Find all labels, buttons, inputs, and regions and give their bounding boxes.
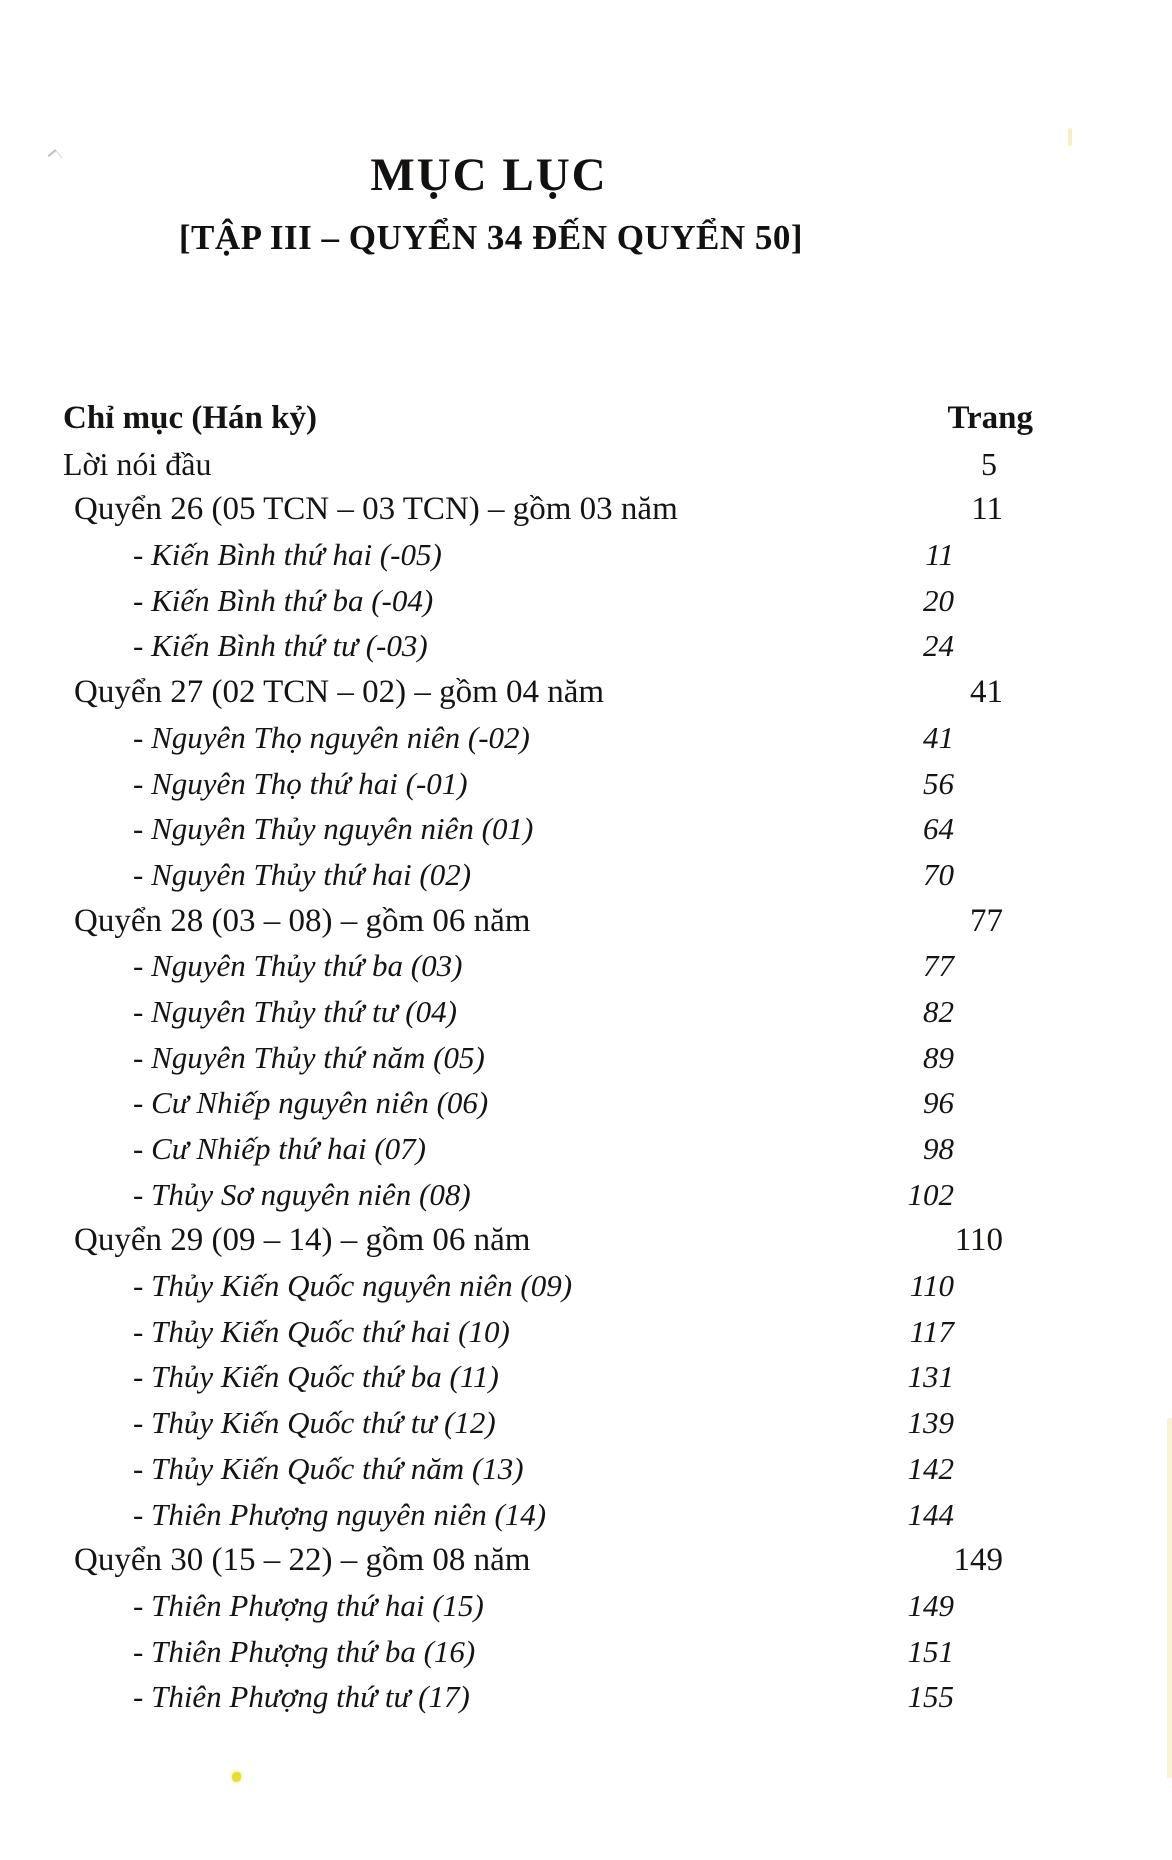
toc-entry-page: 70 xyxy=(923,856,954,892)
toc-entry-page: 41 xyxy=(923,719,954,755)
toc-entry-page: 82 xyxy=(923,993,954,1029)
toc-row xyxy=(63,720,1033,766)
page-title: MỤC LỤC xyxy=(370,149,608,201)
toc-entry-label: Quyển 30 (15 – 22) – gồm 08 năm xyxy=(74,1542,531,1579)
toc-row xyxy=(63,1222,1033,1268)
toc-row xyxy=(63,1634,1033,1680)
scan-edge-strip-artifact xyxy=(1167,1418,1172,1778)
toc-entry-page: 139 xyxy=(907,1405,954,1441)
toc-row xyxy=(63,766,1033,812)
toc-header-row xyxy=(63,400,1033,446)
toc-entry-page: 131 xyxy=(907,1359,954,1395)
toc-entry-label: - Nguyên Thủy thứ ba (03) xyxy=(133,948,463,984)
toc-header-index-label: Chỉ mục (Hán kỷ) xyxy=(63,400,317,436)
toc-entry-label: - Kiến Bình thứ ba (-04) xyxy=(133,582,434,618)
toc-row xyxy=(63,1588,1033,1634)
toc-entry-page: 89 xyxy=(923,1039,954,1075)
toc-entry-page: 41 xyxy=(970,674,1003,711)
toc-row xyxy=(63,1040,1033,1086)
toc-entry-page: 155 xyxy=(907,1679,954,1715)
toc-entry-label: - Thủy Kiến Quốc thứ tư (12) xyxy=(133,1405,496,1441)
page-subtitle: [TẬP III – QUYỂN 34 ĐẾN QUYỂN 50] xyxy=(178,218,804,257)
toc-entry-page: 149 xyxy=(953,1542,1003,1579)
scan-yellow-dot-artifact xyxy=(232,1772,241,1782)
toc-entry-label: - Nguyên Thọ nguyên niên (-02) xyxy=(133,719,530,755)
toc-entry-page: 20 xyxy=(923,582,954,618)
toc-entry-label: - Nguyên Thủy nguyên niên (01) xyxy=(133,811,534,847)
toc-entry-label: Quyển 26 (05 TCN – 03 TCN) – gồm 03 năm xyxy=(74,491,678,528)
toc-entry-page: 117 xyxy=(909,1313,954,1349)
toc-row xyxy=(63,1405,1033,1451)
scan-yellow-streak-artifact xyxy=(1068,128,1072,146)
toc-row xyxy=(63,446,1033,492)
toc-row xyxy=(63,857,1033,903)
toc-entry-label: - Thủy Kiến Quốc thứ hai (10) xyxy=(133,1313,510,1349)
toc-entry-label: - Nguyên Thủy thứ hai (02) xyxy=(133,856,472,892)
toc-entry-page: 110 xyxy=(954,1222,1003,1259)
toc-entry-label: Quyển 29 (09 – 14) – gồm 06 năm xyxy=(74,1222,531,1259)
toc-entry-page: 142 xyxy=(907,1450,954,1486)
toc-entry-label: - Thủy Sơ nguyên niên (08) xyxy=(133,1176,471,1212)
toc-row xyxy=(63,537,1033,583)
toc-row xyxy=(63,491,1033,537)
toc-row xyxy=(63,994,1033,1040)
toc-entry-label: - Cư Nhiếp thứ hai (07) xyxy=(133,1131,426,1166)
toc-entry-label: Quyển 27 (02 TCN – 02) – gồm 04 năm xyxy=(74,674,605,711)
toc-entry-page: 11 xyxy=(925,537,954,573)
toc-row xyxy=(63,1085,1033,1131)
toc-entry-label: - Thiên Phượng thứ tư (17) xyxy=(133,1679,470,1715)
toc-entry-page: 144 xyxy=(907,1496,954,1532)
toc-row xyxy=(63,1131,1033,1177)
toc-entry-page: 149 xyxy=(907,1587,954,1623)
toc-row xyxy=(63,948,1033,994)
toc-entry-label: - Thiên Phượng nguyên niên (14) xyxy=(133,1496,547,1532)
toc-entry-page: 110 xyxy=(909,1268,954,1304)
toc-row xyxy=(63,1497,1033,1543)
toc-table xyxy=(63,400,1033,1725)
toc-entry-page: 5 xyxy=(981,445,997,482)
toc-entry-label: - Thủy Kiến Quốc thứ ba (11) xyxy=(133,1359,499,1395)
toc-row xyxy=(63,811,1033,857)
toc-entry-page: 24 xyxy=(923,628,954,664)
toc-row xyxy=(63,1177,1033,1223)
toc-row xyxy=(63,583,1033,629)
toc-entry-label: Quyển 28 (03 – 08) – gồm 06 năm xyxy=(74,902,531,939)
toc-entry-label: - Nguyên Thọ thứ hai (-01) xyxy=(133,765,468,801)
toc-entry-label: - Thiên Phượng thứ ba (16) xyxy=(133,1633,476,1669)
toc-entry-label: - Nguyên Thủy thứ tư (04) xyxy=(133,993,457,1029)
toc-entry-page: 151 xyxy=(907,1633,954,1669)
toc-entry-label: - Kiến Bình thứ tư (-03) xyxy=(133,628,428,664)
toc-row xyxy=(63,1451,1033,1497)
toc-entry-label: Lời nói đầu xyxy=(63,445,212,482)
toc-entry-label: - Nguyên Thủy thứ năm (05) xyxy=(133,1039,485,1075)
toc-row xyxy=(63,1359,1033,1405)
toc-row xyxy=(63,903,1033,949)
toc-entry-page: 56 xyxy=(923,765,954,801)
toc-row xyxy=(63,628,1033,674)
toc-entry-label: - Thủy Kiến Quốc thứ năm (13) xyxy=(133,1450,524,1486)
toc-entry-page: 11 xyxy=(971,491,1003,528)
toc-entry-page: 64 xyxy=(923,811,954,847)
toc-row xyxy=(63,1542,1033,1588)
toc-row xyxy=(63,674,1033,720)
toc-entry-page: 77 xyxy=(923,948,954,984)
toc-entry-page: 98 xyxy=(923,1131,954,1166)
toc-row xyxy=(63,1268,1033,1314)
toc-row xyxy=(63,1314,1033,1360)
toc-entry-page: 77 xyxy=(970,902,1003,939)
toc-header-page-label: Trang xyxy=(947,400,1033,436)
toc-entry-label: - Kiến Bình thứ hai (-05) xyxy=(133,537,442,573)
toc-entry-label: - Thủy Kiến Quốc nguyên niên (09) xyxy=(133,1268,573,1304)
toc-entry-page: 96 xyxy=(923,1085,954,1121)
toc-row xyxy=(63,1679,1033,1725)
toc-entry-page: 102 xyxy=(907,1176,954,1212)
toc-rows xyxy=(63,446,1033,1725)
toc-entry-label: - Thiên Phượng thứ hai (15) xyxy=(133,1587,484,1623)
toc-entry-label: - Cư Nhiếp nguyên niên (06) xyxy=(133,1085,489,1121)
